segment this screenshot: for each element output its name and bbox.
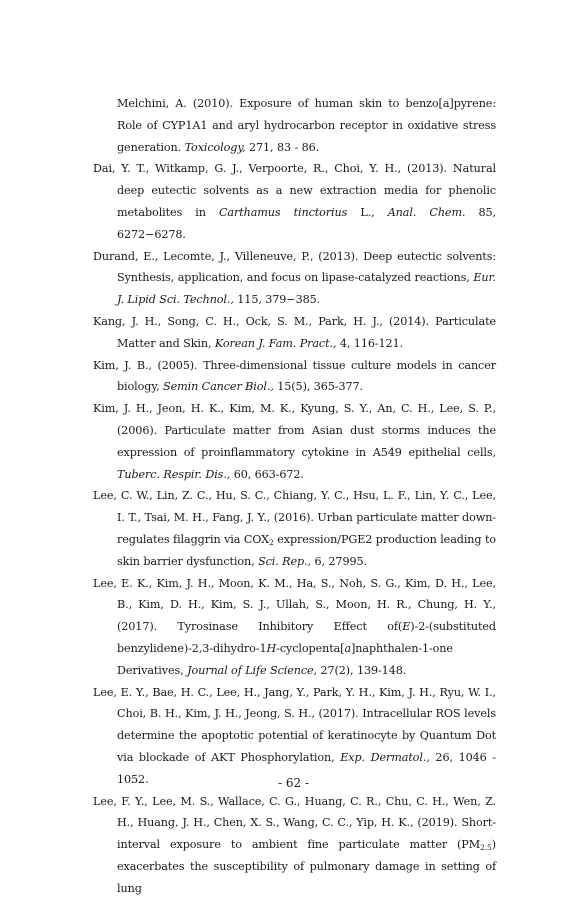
reference-entry (93, 246, 496, 311)
reference-text: 271, 83 - 86. (246, 141, 320, 154)
reference-text: Dai, Y. T., Witkamp, G. J., Verpoorte, R., Choi, Y. H., (2013). Natural deep eutectic solvents as a new extraction media for phenolic metabolites in (93, 162, 496, 219)
reference-entry (93, 93, 496, 158)
reference-entry (93, 682, 496, 791)
reference-entry (93, 355, 496, 399)
italic-text: H (267, 642, 277, 655)
reference-text: 4, 116-121. (336, 337, 403, 350)
reference-text: ]naphthalen-1-one Derivatives, (117, 642, 453, 677)
reference-text: Melchini, A. (2010). Exposure of human skin to benzo[a]pyrene: Role of CYP1A1 and aryl hydrocarbon receptor in oxidative stress generation. (117, 97, 496, 154)
italic-text: Journal of Life Science, (187, 664, 317, 677)
reference-entry (93, 791, 496, 899)
italic-text: Eur. J. Lipid Sci. Technol., (117, 271, 496, 306)
reference-text: ) exacerbates the susceptibility of pulmonary damage in setting of lung (117, 838, 496, 895)
reference-entry (93, 311, 496, 355)
reference-text: 85, 6272−6278. (117, 206, 496, 241)
reference-text: Durand, E., Lecomte, J., Villeneuve, P., (2013). Deep eutectic solvents: Synthesis, application, and focus on lipase-catalyzed reactions, (93, 250, 496, 285)
reference-text: Lee, E. K., Kim, J. H., Moon, K. M., Ha, S., Noh, S. G., Kim, D. H., Lee, B., Kim, D. H., Kim, S. J., Ullah, S., Moon, H. R., Chung, H. Y., (2017). Tyrosinase Inhibitory Effect of( (93, 577, 496, 634)
reference-text: Kang, J. H., Song, C. H., Ock, S. M., Park, H. J., (2014). Particulate Matter and Skin, (93, 315, 496, 350)
reference-text: 26, 1046 - 1052. (117, 751, 496, 786)
reference-entry (93, 485, 496, 572)
reference-text: Kim, J. H., Jeon, H. K., Kim, M. K., Kyung, S. Y., An, C. H., Lee, S. P., (2006). Particulate matter from Asian dust storms induces the expression of proinflammatory cytokine in A549 epithelial cells, (93, 402, 496, 459)
reference-text: expression/PGE2 production leading to skin barrier dysfunction, (117, 533, 496, 568)
italic-text: E (402, 620, 410, 633)
italic-text: Sci. Rep., (258, 555, 311, 568)
italic-text: Anal. Chem. (388, 206, 466, 219)
italic-text: a (344, 642, 351, 655)
page-number: - 62 - (0, 776, 587, 790)
reference-entry (93, 158, 496, 245)
italic-text: Tuberc. Respir. Dis., (117, 468, 230, 481)
reference-entry (93, 573, 496, 682)
reference-text: 15(5), 365-377. (274, 380, 363, 393)
reference-text: Lee, F. Y., Lee, M. S., Wallace, C. G., Huang, C. R., Chu, C. H., Wen, Z. H., Huang, J. H., Chen, X. S., Wang, C. C., Yip, H. K., (2019). Short-interval exposure to ambient fine particulate matter (PM (93, 795, 496, 852)
reference-text: )-2-(substituted benzylidene)-2,3-dihydro-1 (117, 620, 496, 655)
reference-text: L., (347, 206, 387, 219)
reference-text: 60, 663-672. (230, 468, 304, 481)
subscript-text: 2.5 (480, 843, 492, 852)
subscript-text: 2 (269, 538, 274, 547)
reference-text: 27(2), 139-148. (317, 664, 406, 677)
reference-text: Lee, C. W., Lin, Z. C., Hu, S. C., Chiang, Y. C., Hsu, L. F., Lin, Y. C., Lee, I. T., Tsai, M. H., Fang, J. Y., (2016). Urban particulate matter down-regulates filaggrin via COX (93, 489, 496, 546)
reference-text: 115, 379−385. (234, 293, 320, 306)
reference-text: Lee, E. Y., Bae, H. C., Lee, H., Jang, Y., Park, Y. H., Kim, J. H., Ryu, W. I., Choi, B. H., Kim, J. H., Jeong, S. H., (2017). Intracellular ROS levels determine the apoptotic potential of keratinocyte by Quantum Dot via blockade of AKT Phosphorylation, (93, 686, 496, 764)
italic-text: Semin Cancer Biol., (163, 380, 274, 393)
italic-text: Korean J. Fam. Pract., (215, 337, 337, 350)
italic-text: Toxicology, (185, 141, 246, 154)
reference-text: -cyclopenta[ (276, 642, 344, 655)
reference-text: 6, 27995. (311, 555, 367, 568)
italic-text: Carthamus tinctorius (219, 206, 347, 219)
reference-entry (93, 398, 496, 485)
reference-text: Kim, J. B., (2005). Three-dimensional tissue culture models in cancer biology, (93, 359, 496, 394)
italic-text: Exp. Dermatol., (340, 751, 430, 764)
